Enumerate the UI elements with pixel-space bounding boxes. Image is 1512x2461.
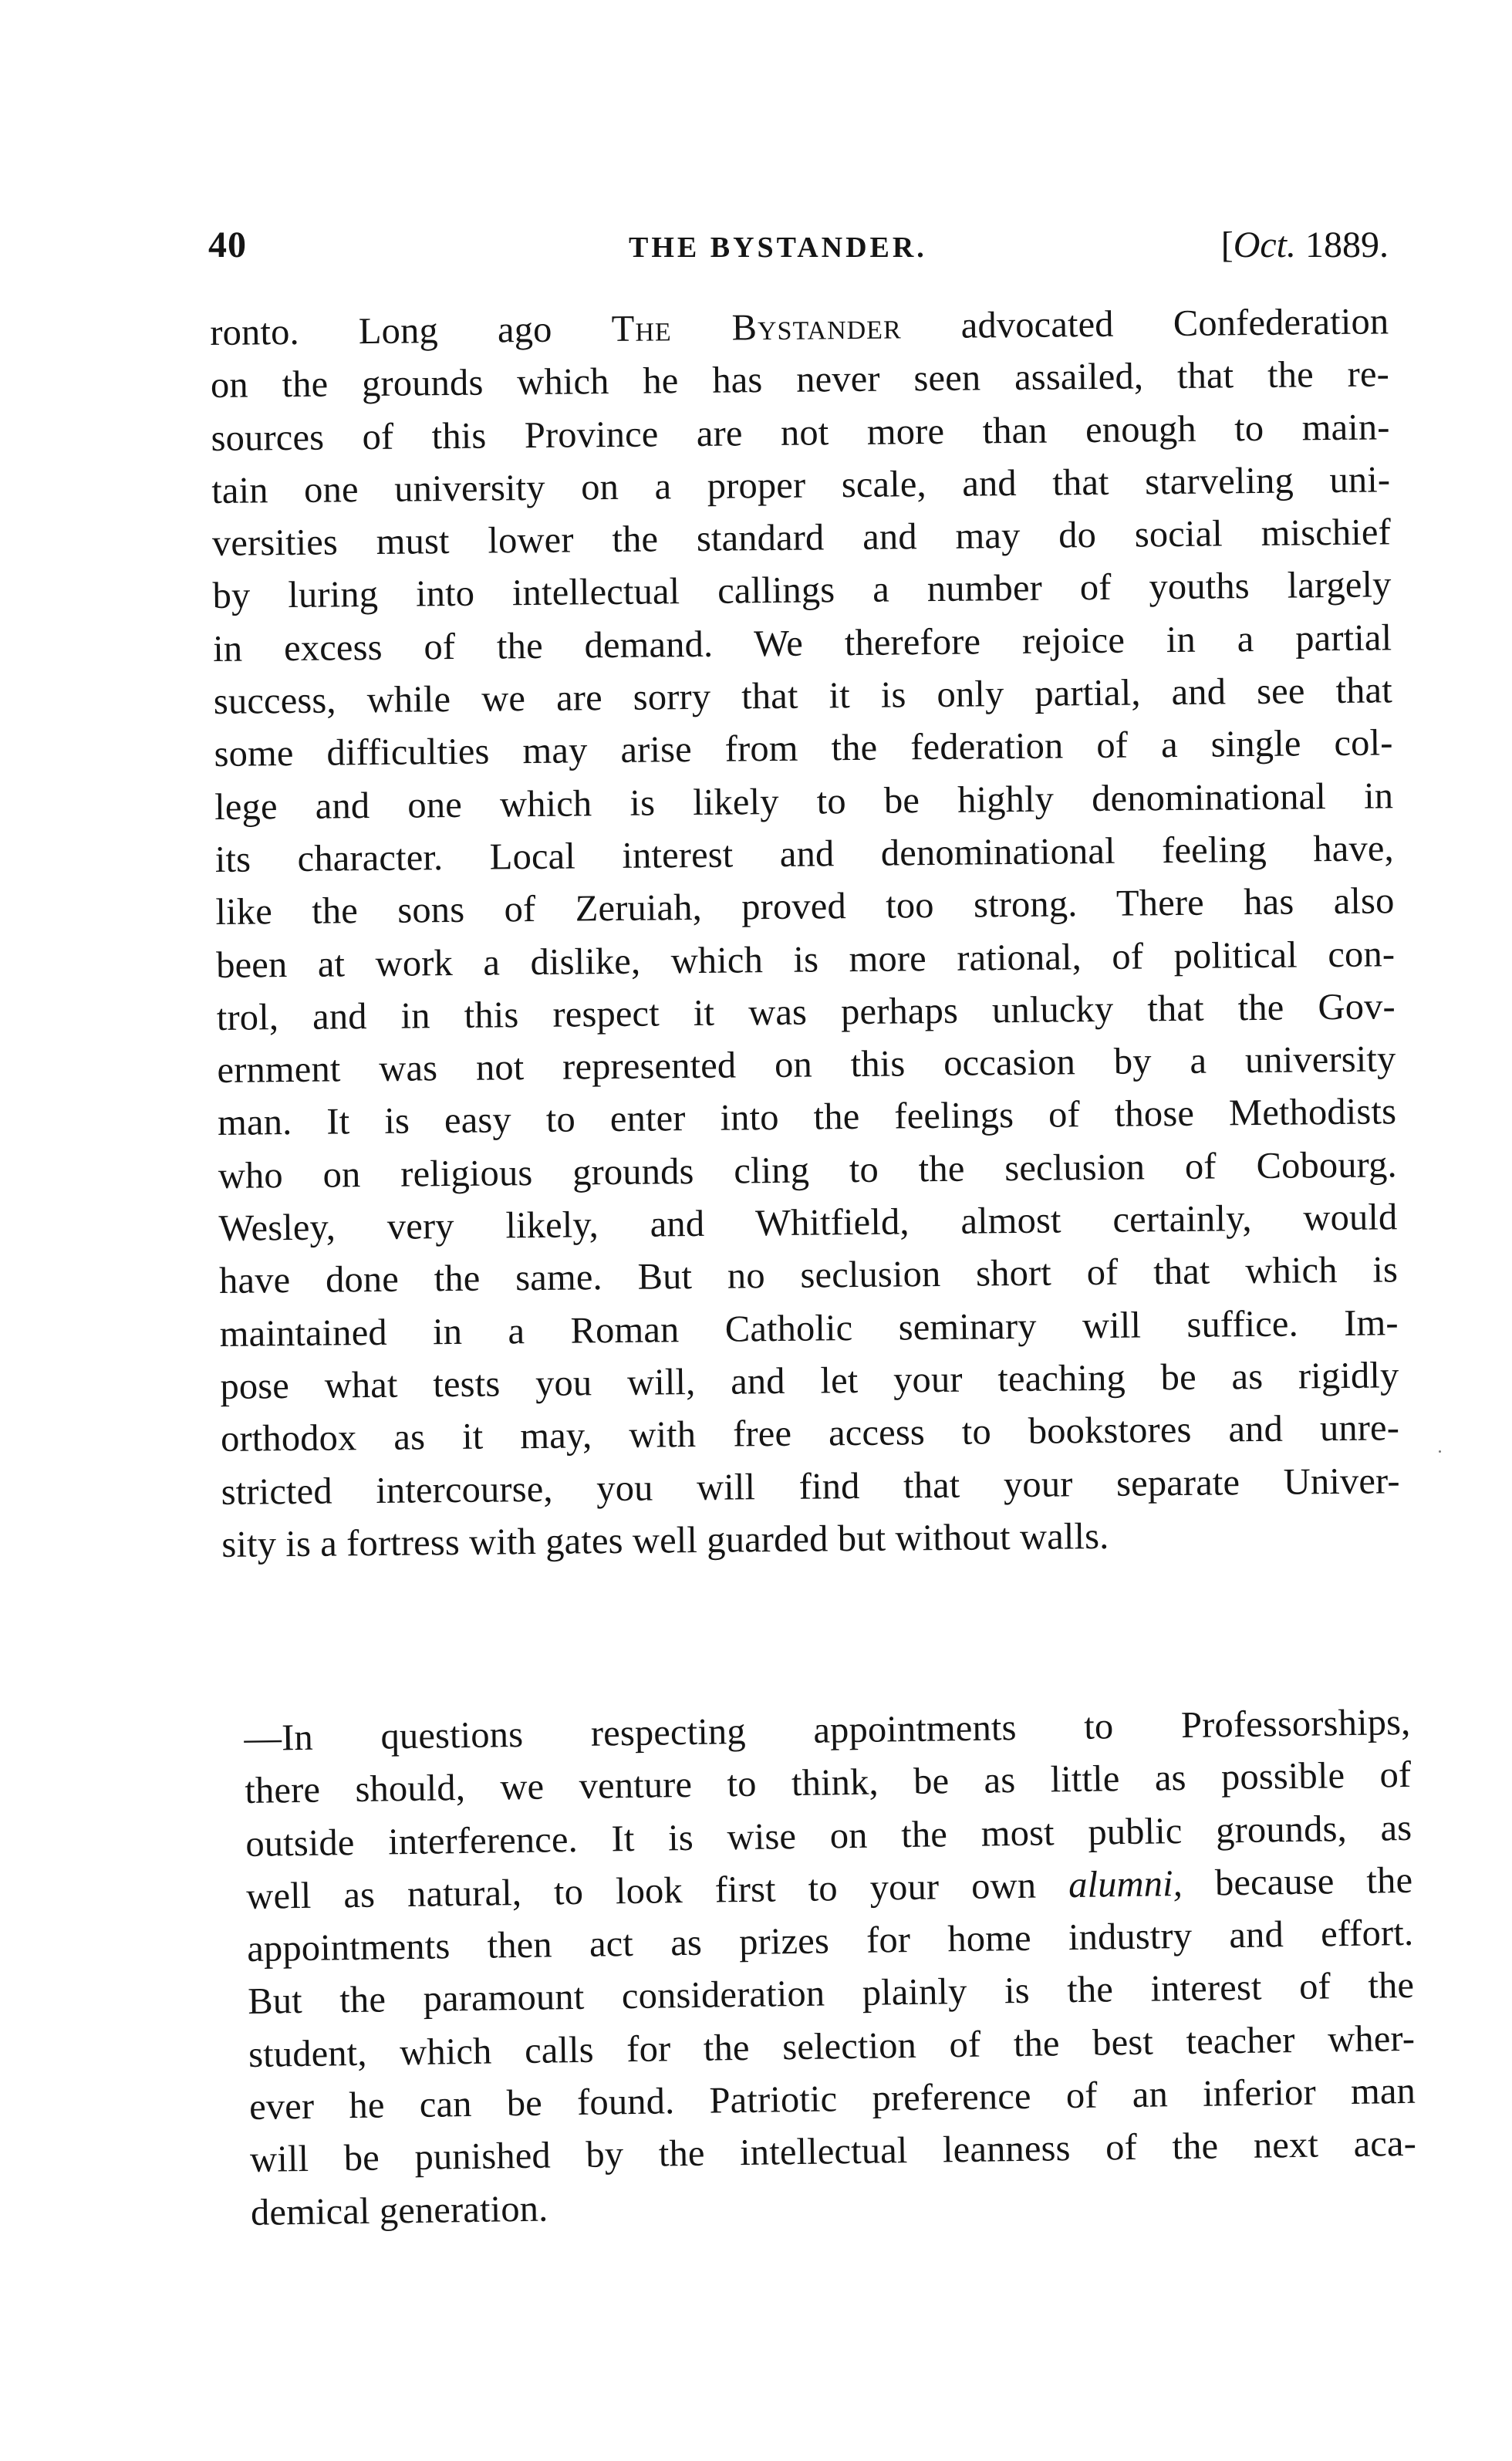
paragraph-line: maintained in a Roman Catholic seminary will suffice. Im- — [219, 1301, 1399, 1355]
date-year: 1889. — [1296, 224, 1389, 265]
paragraph-line: some difficulties may arise from the federation of a single col- — [214, 722, 1393, 775]
paragraph-line: its character. Local interest and denominational feeling have, — [214, 828, 1395, 880]
paragraph-line: stricted intercourse, you will find that your separate Univer- — [221, 1460, 1400, 1513]
line-text: ronto. Long ago — [210, 309, 612, 353]
paragraph-last-line: sity is a fortress with gates well guarded but without walls. — [221, 1515, 1109, 1565]
date-month: Oct. — [1233, 224, 1296, 265]
paragraph-line: by luring into intellectual callings a number of youths largely — [212, 564, 1392, 617]
print-speck — [1439, 1450, 1441, 1453]
paragraph-line: Wesley, very likely, and Whitfield, almost certainly, would — [218, 1197, 1398, 1249]
publication-name: The Bystander — [611, 306, 902, 350]
date-bracket: [ — [1220, 224, 1234, 265]
paragraph-line: trol, and in this respect it was perhaps unlucky that the Gov- — [216, 986, 1396, 1038]
page-header — [208, 224, 1389, 285]
paragraph-confederation — [210, 295, 1401, 1571]
line-text: advocated Confederation — [901, 301, 1389, 347]
paragraph-line: man. It is easy to enter into the feelings of those Methodists — [217, 1091, 1397, 1144]
paragraph-last-line: demical generation. — [250, 2188, 548, 2233]
paragraph-line: have done the same. But no seclusion short of that which is — [218, 1249, 1399, 1302]
issue-date — [1221, 224, 1389, 266]
italic-term-alumni: alumni, — [1068, 1862, 1183, 1906]
paragraph-line: student, which calls for the selection of the best teacher wher- — [248, 2017, 1416, 2075]
paragraph-line: versities must lower the standard and may do social mischief — [211, 511, 1392, 565]
paragraph-line: outside interference. It is wise on the most public grounds, as — [245, 1807, 1412, 1865]
line-text: because the — [1182, 1859, 1413, 1904]
paragraph-line: on the grounds which he has never seen assailed, that the re- — [210, 353, 1390, 407]
paragraph-line: —In questions respecting appointments to Professorships, — [244, 1701, 1411, 1759]
paragraph-line: been at work a dislike, which is more rational, of political con- — [215, 933, 1396, 986]
paragraph-line: will be punished by the intellectual leanness of the next aca- — [249, 2123, 1417, 2181]
paragraph-line: But the paramount consideration plainly is the interest of the — [247, 1965, 1415, 2023]
paragraph-line: who on religious grounds cling to the seclusion of Cobourg. — [218, 1144, 1397, 1197]
paragraph-line: like the sons of Zeruiah, proved too strong. There has also — [215, 880, 1395, 933]
paragraph-line: orthodox as it may, with free access to bookstores and unre- — [220, 1407, 1400, 1460]
paragraph-line: ernment was not represented on this occasion by a university — [217, 1038, 1396, 1092]
paragraph-line: sources of this Province are not more than enough to main- — [211, 406, 1390, 459]
paragraph-line: pose what tests you will, and let your teaching be as rigidly — [220, 1355, 1399, 1407]
line-text: well as natural, to look first to your own — [245, 1864, 1069, 1917]
paragraph-line: ever he can be found. Patriotic preference of an inferior man — [248, 2070, 1416, 2128]
paragraph-line: lege and one which is likely to be highly denominational in — [214, 775, 1394, 828]
paragraph-line: there should, we venture to think, be as little as possible of — [245, 1754, 1412, 1812]
running-title: THE BYSTANDER. — [629, 231, 927, 264]
paragraph-professorships — [244, 1696, 1417, 2240]
paragraph-line: tain one university on a proper scale, and that starveling uni- — [211, 459, 1391, 511]
page-number: 40 — [208, 224, 247, 265]
paragraph-line: success, while we are sorry that it is only partial, and see that — [213, 670, 1393, 723]
paragraph-line: in excess of the demand. We therefore rejoice in a partial — [213, 617, 1392, 670]
paragraph-line: appointments then act as prizes for home industry and effort. — [246, 1912, 1414, 1970]
